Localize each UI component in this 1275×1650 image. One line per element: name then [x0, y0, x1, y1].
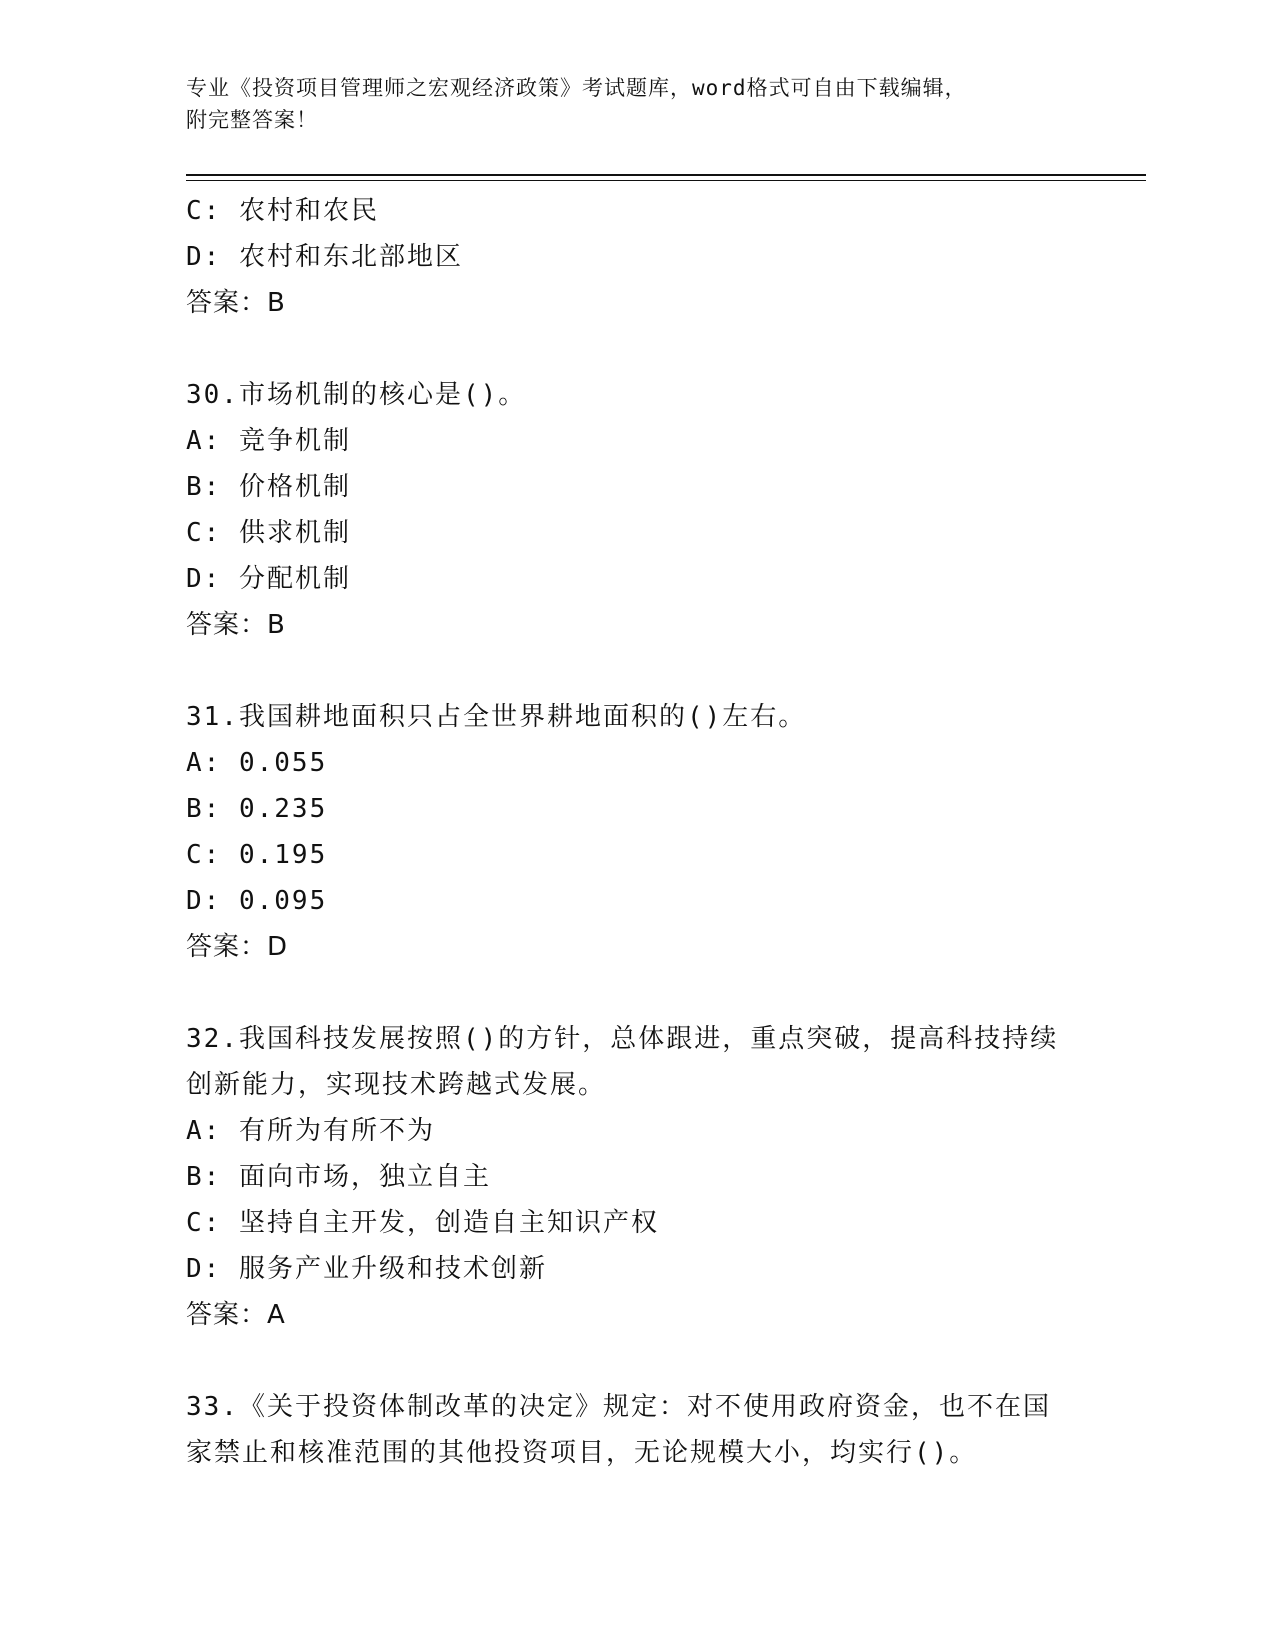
question-stem-line-1: 32.我国科技发展按照()的方针，总体跟进，重点突破，提高科技持续	[186, 1024, 1059, 1054]
header-line-2: 附完整答案！	[186, 108, 318, 132]
previous-question-tail	[186, 188, 1086, 326]
answer-line: 答案：D	[186, 932, 289, 962]
option-c: C: 农村和农民	[186, 196, 379, 226]
option-b: B: 面向市场，独立自主	[186, 1162, 491, 1192]
question-content	[186, 188, 1086, 1476]
question-stem: 31.我国耕地面积只占全世界耕地面积的()左右。	[186, 702, 807, 732]
header-line-1: 专业《投资项目管理师之宏观经济政策》考试题库，word格式可自由下载编辑，	[186, 76, 967, 100]
option-d: D: 农村和东北部地区	[186, 242, 463, 272]
option-b: B: 价格机制	[186, 472, 351, 502]
header-rule-thin	[186, 180, 1146, 181]
question-stem-line-2: 家禁止和核准范围的其他投资项目，无论规模大小，均实行()。	[186, 1438, 978, 1468]
question-stem: 30.市场机制的核心是()。	[186, 380, 527, 410]
option-d: D: 0.095	[186, 886, 328, 916]
answer-line: 答案：A	[186, 1300, 286, 1330]
option-a: A: 竞争机制	[186, 426, 351, 456]
option-a: A: 有所为有所不为	[186, 1116, 435, 1146]
question-stem-line-2: 创新能力，实现技术跨越式发展。	[186, 1070, 607, 1100]
question-stem-line-1: 33.《关于投资体制改革的决定》规定：对不使用政府资金，也不在国	[186, 1392, 1051, 1422]
option-b: B: 0.235	[186, 794, 328, 824]
answer-line: 答案：B	[186, 610, 286, 640]
question-32	[186, 1016, 1086, 1338]
option-c: C: 坚持自主开发，创造自主知识产权	[186, 1208, 659, 1238]
answer-line: 答案：B	[186, 288, 286, 318]
option-c: C: 0.195	[186, 840, 328, 870]
header-rule-thick	[186, 174, 1146, 176]
option-c: C: 供求机制	[186, 518, 351, 548]
page-header	[186, 72, 1086, 136]
question-31	[186, 694, 1086, 970]
question-33	[186, 1384, 1086, 1476]
question-30	[186, 372, 1086, 648]
option-a: A: 0.055	[186, 748, 328, 778]
option-d: D: 服务产业升级和技术创新	[186, 1254, 547, 1284]
option-d: D: 分配机制	[186, 564, 351, 594]
